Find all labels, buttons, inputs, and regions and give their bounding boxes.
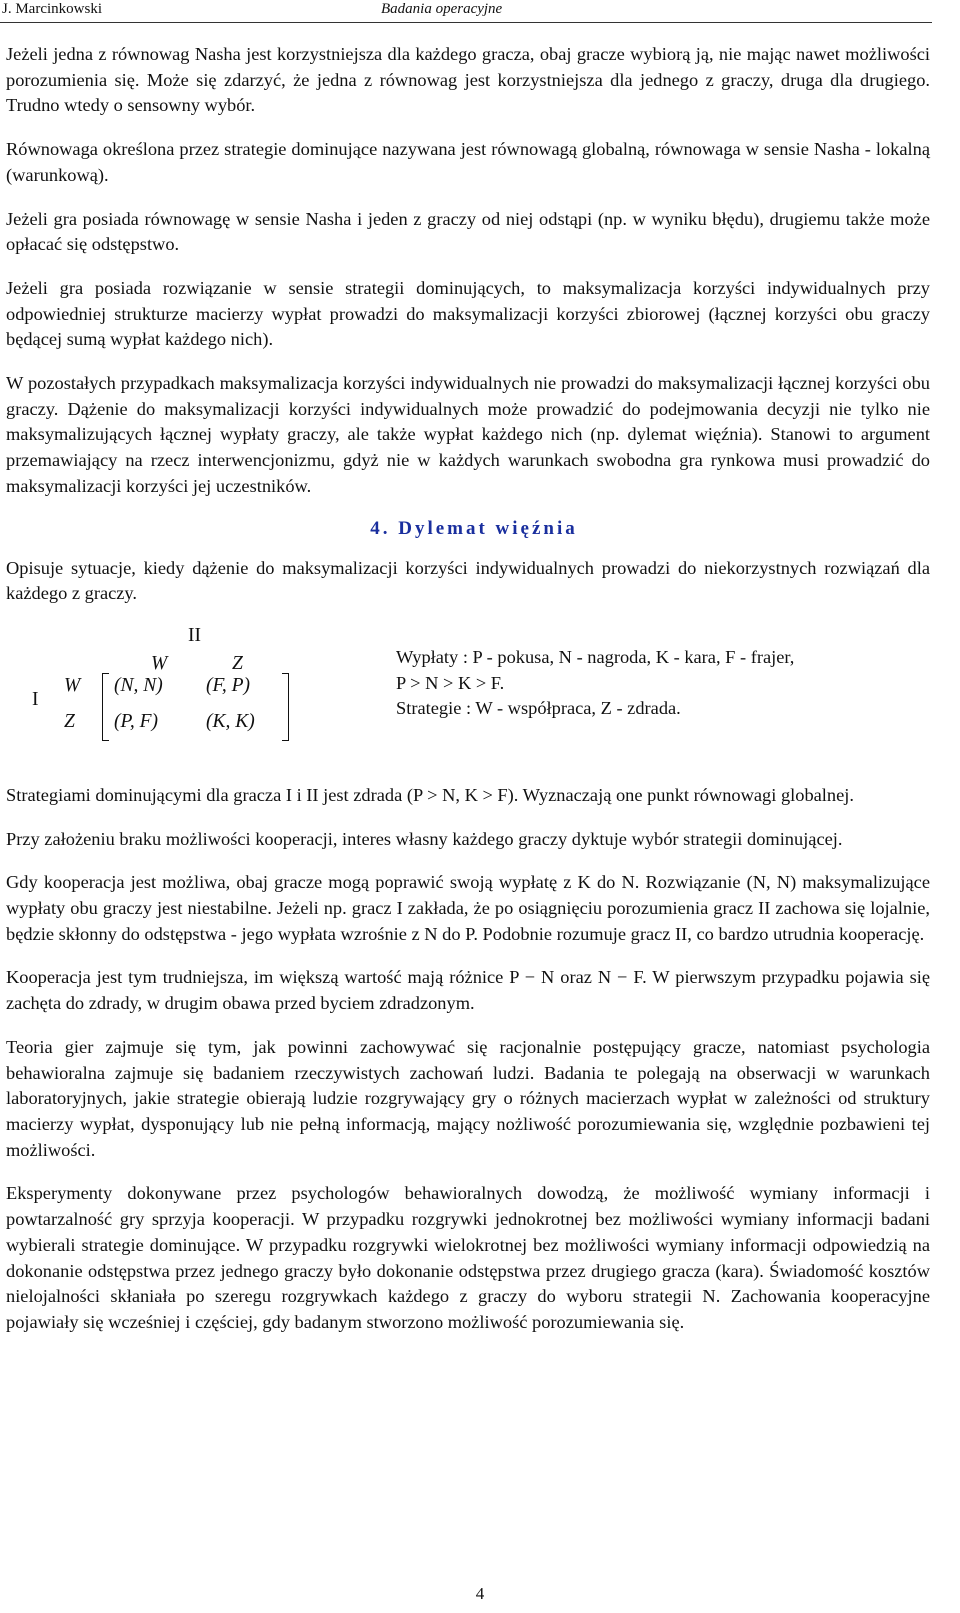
matrix-left-bracket xyxy=(102,673,109,741)
paragraph: Gdy kooperacja jest możliwa, obaj gracze mogą poprawić swoją wypłatę z K do N. Rozwiązanie (N, N) maksymalizujące wypłaty obu graczy jest niestabilne. Jeżeli np. gracz I zakłada, że po osiągnięciu porozumienia gracz II zachowa się lojalnie, będzie skłonny do odstępstwa - jego wypłata wzrośnie z N do P. Podobnie rozumuje gracz II, co bardzo utrudnia kooperację. xyxy=(6,872,930,944)
col-label-z: Z xyxy=(232,652,243,674)
page-header xyxy=(0,0,932,23)
row-label-w: W xyxy=(64,674,81,696)
paragraph: Teoria gier zajmuje się tym, jak powinni zachowywać się racjonalnie postępujący gracze, natomiast psychologia behawioralna zajmuje się badaniem rzeczywistych zachowań ludzi. Badania te polegają na obserwacji w warunkach laboratoryjnych, jakie strategie obierają ludzie rozgrywający gry o różnych macierzach wypłat w zależności od struktury macierzy wypłat, dysponujący lub nie pełną informacją, mający nożliwość porozumiewania się, względnie pozbawieni tej możliwości. xyxy=(6,1036,930,1160)
payoff-matrix xyxy=(6,625,930,765)
paragraph: Równowaga określona przez strategie dominujące nazywana jest równowagą globalną, równowaga w sensie Nasha - lokalną (warunkową). xyxy=(6,139,930,185)
page-content xyxy=(6,42,930,1354)
section-title: 4. Dylemat więźnia xyxy=(370,517,578,539)
matrix-right-bracket xyxy=(282,673,289,741)
paragraph: Przy założeniu braku możliwości kooperacji, interes własny każdego graczy dyktuje wybór strategii dominującej. xyxy=(6,828,843,849)
paragraph: Jeżeli gra posiada równowagę w sensie Nasha i jeden z graczy od niej odstąpi (np. w wyniku błędu), drugiemu także może opłacać się odstępstwo. xyxy=(6,208,930,255)
header-author: J. Marcinkowski xyxy=(2,1,102,17)
cell-ww: (N, N) xyxy=(114,674,163,696)
player-row-label: I xyxy=(32,688,39,710)
legend-line: P > N > K > F. xyxy=(396,672,505,693)
intro-paragraph: Opisuje sytuacje, kiedy dążenie do maksymalizacji korzyści indywidualnych prowadzi do niekorzystnych rozwiązań dla każdego z graczy. xyxy=(6,557,930,604)
paragraph: W pozostałych przypadkach maksymalizacja korzyści indywidualnych nie prowadzi do maksymalizacji łącznej korzyści obu graczy. Dążenie do maksymalizacji korzyści indywidualnych może prowadzić do podejmowania decyzji nie tylko nie maksymalizujących łącznej wypłaty graczy, ale także wypłat każdego nich (np. dylemat więźnia). Stanowi to argument przemawiający na rzecz interwencjonizmu, gdyż nie w każdych warunkach swobodna gra rynkowa musi prowadzić do maksymalizacji korzyści jej uczestników. xyxy=(6,373,930,496)
paragraph: Eksperymenty dokonywane przez psychologów behawioralnych dowodzą, że możliwość wymiany informacji i powtarzalność gry sprzyja kooperacji. W przypadku rozgrywki jednokrotnej bez możliwości wymiany informacji badani wybierali strategie dominujące. W przypadku rozgrywki wielokrotnej bez możliwości wymiany informacji odpowiedzią na dokonanie odstępstwa przez jednego graczy było dokonanie odstępstwa przez drugiego gracza (kara). Świadomość kosztów nielojalności skłaniała po szeregu rozgrywkach każdego z graczy do wyboru strategii N. Zachowania kooperacyjne pojawiały się wcześniej i częściej, gdy badanym stworzono możliwość porozumiewania się. xyxy=(6,1183,930,1332)
paragraph: Strategiami dominującymi dla gracza I i II jest zdrada (P > N, K > F). Wyznaczają one punkt równowagi globalnej. xyxy=(6,784,854,805)
paragraph: Jeżeli jedna z równowag Nasha jest korzystniejsza dla każdego gracza, obaj gracze wybiorą ją, nie mając nawet możliwości porozumienia się. Może się zdarzyć, że jedna z równowag jest korzystniejsza dla jednego z graczy, druga dla drugiego. Trudno wtedy o sensowny wybór. xyxy=(6,44,930,116)
player-col-label: II xyxy=(188,624,201,646)
row-label-z: Z xyxy=(64,710,75,732)
col-label-w: W xyxy=(151,652,168,674)
legend-line: Strategie : W - współpraca, Z - zdrada. xyxy=(396,698,681,719)
matrix-legend xyxy=(396,645,794,722)
paragraph: Kooperacja jest tym trudniejsza, im większą wartość mają różnice P − N oraz N − F. W pierwszym przypadku pojawia się zachęta do zdrady, w drugim obawa przed byciem zdradzonym. xyxy=(6,967,930,1014)
header-title: Badania operacyjne xyxy=(381,1,503,17)
legend-line: Wypłaty : P - pokusa, N - nagroda, K - kara, F - frajer, xyxy=(396,646,795,667)
paragraph: Jeżeli gra posiada rozwiązanie w sensie strategii dominujących, to maksymalizacja korzyści indywidualnych przy odpowiedniej strukturze macierzy wypłat prowadzi do maksymalizacji korzyści zbiorowej (łącznej korzyści obu graczy będącej sumą wypłat każdego nich). xyxy=(6,277,930,350)
cell-zw: (P, F) xyxy=(114,710,159,732)
cell-zz: (K, K) xyxy=(206,710,255,732)
page-number: 4 xyxy=(475,1584,485,1603)
cell-wz: (F, P) xyxy=(206,674,251,696)
